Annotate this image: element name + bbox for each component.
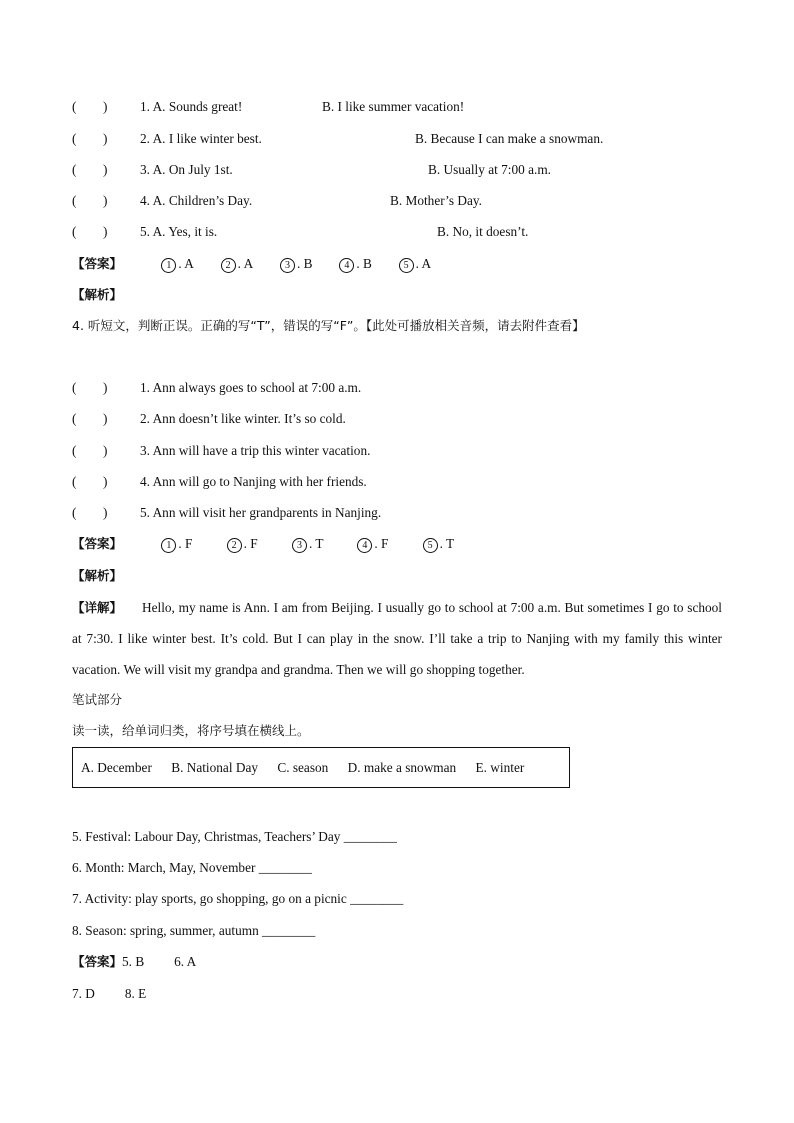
statement: 2. Ann doesn’t like winter. It’s so cold. — [140, 411, 346, 426]
answer-label: 【答案】 — [72, 256, 123, 271]
answer-row — [72, 255, 455, 273]
answer-blank: ( ) — [72, 224, 108, 239]
question-row — [72, 223, 529, 241]
fill-question: 5. Festival: Labour Day, Christmas, Teachers’ Day ________ — [72, 829, 397, 844]
answer-label: 【答案】 — [72, 954, 123, 969]
answer-blank: ( ) — [72, 162, 108, 177]
answer-item: 1 . F — [161, 535, 223, 553]
question-row — [72, 442, 370, 460]
answer-item: 2 . F — [227, 535, 289, 553]
option-a: 2. A. I like winter best. — [140, 131, 262, 146]
option-a: 4. A. Children’s Day. — [140, 193, 253, 208]
question-row — [72, 130, 604, 148]
word-option: A. December — [81, 760, 152, 775]
question-row — [72, 161, 551, 179]
option-b: B. Usually at 7:00 a.m. — [428, 162, 551, 177]
question-row — [72, 379, 361, 397]
question-row — [72, 410, 346, 428]
word-option: B. National Day — [171, 760, 258, 775]
answer-item: 3 . B — [280, 255, 336, 273]
detail-text: Hello, my name is Ann. I am from Beijing. I usually go to school at 7:00 a.m. But sometimes I go to school at 7:30. I like winter best. It’s cold. But I can play in the snow. I’ll take a trip to Nanjing with my family this winter vacation. We will visit my grandpa and grandma. Then we will go shopping together. — [72, 600, 722, 677]
answer-blank: ( ) — [72, 474, 108, 489]
statement: 5. Ann will visit her grandparents in Nanjing. — [140, 505, 382, 520]
answer-item: 4 . B — [339, 255, 395, 273]
question-row — [72, 192, 482, 210]
answer-item: 3 . T — [292, 535, 354, 553]
word-option: D. make a snowman — [347, 760, 457, 775]
answer-row: 7. D 8. E — [72, 986, 147, 1001]
option-b: B. Because I can make a snowman. — [415, 131, 604, 146]
statement: 1. Ann always goes to school at 7:00 a.m. — [140, 380, 362, 395]
answer-text: 5. B 6. A — [122, 954, 197, 969]
word-box — [72, 747, 570, 788]
answer-blank: ( ) — [72, 131, 108, 146]
answer-item: 5 . T — [423, 535, 485, 553]
option-b: B. No, it doesn’t. — [437, 224, 529, 239]
question-row — [72, 473, 367, 491]
word-option: E. winter — [475, 760, 525, 775]
option-a: 3. A. On July 1st. — [140, 162, 233, 177]
answer-item: 1 . A — [161, 255, 217, 273]
fill-question: 7. Activity: play sports, go shopping, go on a picnic ________ — [72, 891, 404, 906]
fill-question: 6. Month: March, May, November ________ — [72, 860, 312, 875]
answer-blank: ( ) — [72, 505, 108, 520]
detail-paragraph — [72, 592, 722, 685]
section-instruction: 4. 听短文，判断正误。正确的写“T”，错误的写“F”。【此处可播放相关音频，请去附件查看】 — [72, 318, 585, 333]
answer-row — [72, 953, 196, 971]
option-b: B. I like summer vacation! — [322, 99, 465, 114]
section-heading: 笔试部分 — [72, 692, 123, 707]
answer-row — [72, 535, 485, 553]
question-row — [72, 98, 465, 116]
option-b: B. Mother’s Day. — [390, 193, 482, 208]
answer-blank: ( ) — [72, 193, 108, 208]
answer-blank: ( ) — [72, 411, 108, 426]
answer-blank: ( ) — [72, 443, 108, 458]
statement: 3. Ann will have a trip this winter vacation. — [140, 443, 371, 458]
answer-label: 【答案】 — [72, 536, 123, 551]
answer-item: 2 . A — [221, 255, 277, 273]
answer-blank: ( ) — [72, 99, 108, 114]
fill-question: 8. Season: spring, summer, autumn ________ — [72, 923, 316, 938]
answer-item: 4 . F — [357, 535, 419, 553]
question-row — [72, 504, 381, 522]
detail-label: 【详解】 — [72, 600, 123, 615]
option-a: 5. A. Yes, it is. — [140, 224, 218, 239]
section-instruction: 读一读，给单词归类，将序号填在横线上。 — [72, 723, 310, 738]
option-a: 1. A. Sounds great! — [140, 99, 243, 114]
analysis-label: 【解析】 — [72, 568, 123, 583]
word-option: C. season — [277, 760, 329, 775]
analysis-label: 【解析】 — [72, 287, 123, 302]
answer-item: 5 . A — [399, 255, 455, 273]
statement: 4. Ann will go to Nanjing with her friends. — [140, 474, 367, 489]
answer-blank: ( ) — [72, 380, 108, 395]
